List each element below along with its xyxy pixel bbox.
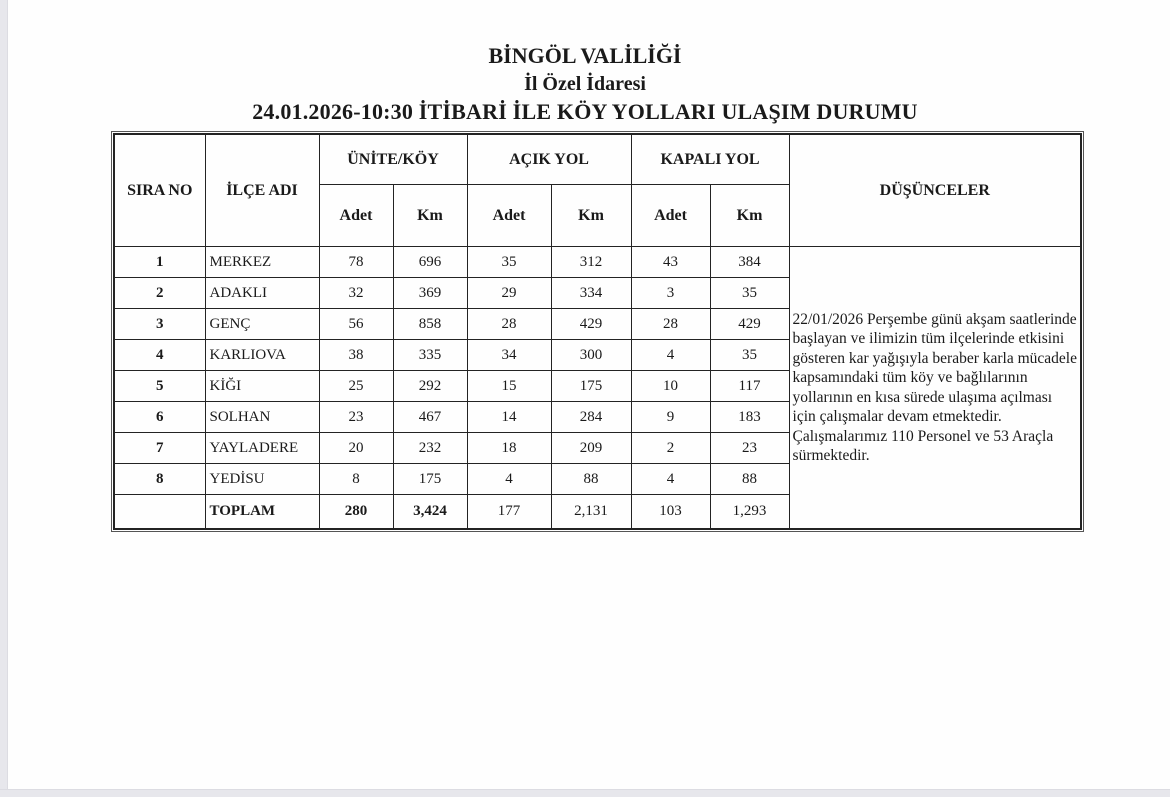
header-unite-adet: Adet bbox=[319, 185, 393, 247]
cell-acik-km: 209 bbox=[551, 433, 631, 464]
cell-unite-km: 696 bbox=[393, 247, 467, 278]
cell-kapali-adet: 2 bbox=[631, 433, 710, 464]
header-ilce-adi: İLÇE ADI bbox=[205, 134, 319, 247]
title-report-subject: 24.01.2026-10:30 İTİBARİ İLE KÖY YOLLARI ULAŞIM DURUMU bbox=[252, 99, 918, 124]
total-kapali-km: 1,293 bbox=[710, 495, 789, 530]
cell-kapali-km: 35 bbox=[710, 340, 789, 371]
cell-acik-km: 284 bbox=[551, 402, 631, 433]
cell-unite-km: 335 bbox=[393, 340, 467, 371]
cell-sira: 5 bbox=[114, 371, 205, 402]
header-dusunceler: DÜŞÜNCELER bbox=[789, 134, 1081, 247]
cell-acik-km: 429 bbox=[551, 309, 631, 340]
cell-acik-adet: 28 bbox=[467, 309, 551, 340]
cell-acik-adet: 35 bbox=[467, 247, 551, 278]
cell-sira: 8 bbox=[114, 464, 205, 495]
cell-kapali-km: 183 bbox=[710, 402, 789, 433]
title-governorship: BİNGÖL VALİLİĞİ bbox=[488, 43, 682, 68]
cell-ilce: MERKEZ bbox=[205, 247, 319, 278]
cell-kapali-adet: 4 bbox=[631, 340, 710, 371]
cell-kapali-km: 384 bbox=[710, 247, 789, 278]
header-unite-km: Km bbox=[393, 185, 467, 247]
header-kapali-km: Km bbox=[710, 185, 789, 247]
cell-kapali-adet: 43 bbox=[631, 247, 710, 278]
cell-ilce: SOLHAN bbox=[205, 402, 319, 433]
cell-unite-adet: 78 bbox=[319, 247, 393, 278]
cell-ilce: YAYLADERE bbox=[205, 433, 319, 464]
cell-kapali-adet: 3 bbox=[631, 278, 710, 309]
cell-unite-adet: 56 bbox=[319, 309, 393, 340]
cell-unite-adet: 25 bbox=[319, 371, 393, 402]
cell-acik-km: 88 bbox=[551, 464, 631, 495]
cell-kapali-adet: 28 bbox=[631, 309, 710, 340]
cell-sira: 1 bbox=[114, 247, 205, 278]
cell-kapali-km: 35 bbox=[710, 278, 789, 309]
cell-kapali-adet: 9 bbox=[631, 402, 710, 433]
scan-edge-bottom bbox=[0, 789, 1170, 797]
total-unite-km: 3,424 bbox=[393, 495, 467, 530]
cell-acik-km: 175 bbox=[551, 371, 631, 402]
total-acik-km: 2,131 bbox=[551, 495, 631, 530]
cell-sira: 6 bbox=[114, 402, 205, 433]
cell-unite-adet: 32 bbox=[319, 278, 393, 309]
header-acik-adet: Adet bbox=[467, 185, 551, 247]
cell-acik-adet: 15 bbox=[467, 371, 551, 402]
cell-unite-km: 858 bbox=[393, 309, 467, 340]
total-unite-adet: 280 bbox=[319, 495, 393, 530]
cell-unite-adet: 38 bbox=[319, 340, 393, 371]
cell-acik-adet: 14 bbox=[467, 402, 551, 433]
header-kapali-adet: Adet bbox=[631, 185, 710, 247]
cell-sira: 4 bbox=[114, 340, 205, 371]
header-unite-koy: ÜNİTE/KÖY bbox=[319, 134, 467, 185]
cell-unite-km: 467 bbox=[393, 402, 467, 433]
cell-kapali-km: 117 bbox=[710, 371, 789, 402]
cell-ilce: YEDİSU bbox=[205, 464, 319, 495]
road-status-table bbox=[113, 133, 1082, 530]
total-kapali-adet: 103 bbox=[631, 495, 710, 530]
cell-sira: 7 bbox=[114, 433, 205, 464]
title-administration: İl Özel İdaresi bbox=[524, 73, 646, 95]
header-acik-yol: AÇIK YOL bbox=[467, 134, 631, 185]
cell-ilce: KİĞI bbox=[205, 371, 319, 402]
cell-unite-km: 369 bbox=[393, 278, 467, 309]
cell-unite-adet: 20 bbox=[319, 433, 393, 464]
cell-unite-adet: 23 bbox=[319, 402, 393, 433]
cell-acik-km: 312 bbox=[551, 247, 631, 278]
cell-sira: 3 bbox=[114, 309, 205, 340]
cell-acik-adet: 29 bbox=[467, 278, 551, 309]
notes-text: 22/01/2026 Perşembe günü akşam saatlerinde başlayan ve ilimizin tüm ilçelerinde etkisini gösteren kar yağışıyla beraber karla mücadele kapsamındaki tüm köy ve bağlılarının yollarının en kısa sürede ulaşıma açılması için çalışmalar devam etmektedir. Çalışmalarımız 110 Personel ve 53 Araçla sürmektedir. bbox=[789, 247, 1081, 530]
cell-acik-adet: 18 bbox=[467, 433, 551, 464]
table-row bbox=[114, 247, 1081, 278]
cell-unite-adet: 8 bbox=[319, 464, 393, 495]
cell-sira-empty bbox=[114, 495, 205, 530]
cell-unite-km: 175 bbox=[393, 464, 467, 495]
total-acik-adet: 177 bbox=[467, 495, 551, 530]
cell-kapali-adet: 4 bbox=[631, 464, 710, 495]
header-sira-no: SIRA NO bbox=[114, 134, 205, 247]
cell-ilce: ADAKLI bbox=[205, 278, 319, 309]
cell-sira: 2 bbox=[114, 278, 205, 309]
cell-kapali-km: 88 bbox=[710, 464, 789, 495]
cell-acik-adet: 4 bbox=[467, 464, 551, 495]
cell-kapali-km: 23 bbox=[710, 433, 789, 464]
cell-unite-km: 232 bbox=[393, 433, 467, 464]
cell-acik-km: 300 bbox=[551, 340, 631, 371]
cell-ilce: GENÇ bbox=[205, 309, 319, 340]
header-acik-km: Km bbox=[551, 185, 631, 247]
document-header bbox=[0, 42, 1170, 126]
cell-ilce: KARLIOVA bbox=[205, 340, 319, 371]
table-header-group-row bbox=[114, 134, 1081, 185]
cell-kapali-km: 429 bbox=[710, 309, 789, 340]
cell-acik-adet: 34 bbox=[467, 340, 551, 371]
total-label: TOPLAM bbox=[205, 495, 319, 530]
cell-kapali-adet: 10 bbox=[631, 371, 710, 402]
cell-acik-km: 334 bbox=[551, 278, 631, 309]
header-kapali-yol: KAPALI YOL bbox=[631, 134, 789, 185]
cell-unite-km: 292 bbox=[393, 371, 467, 402]
